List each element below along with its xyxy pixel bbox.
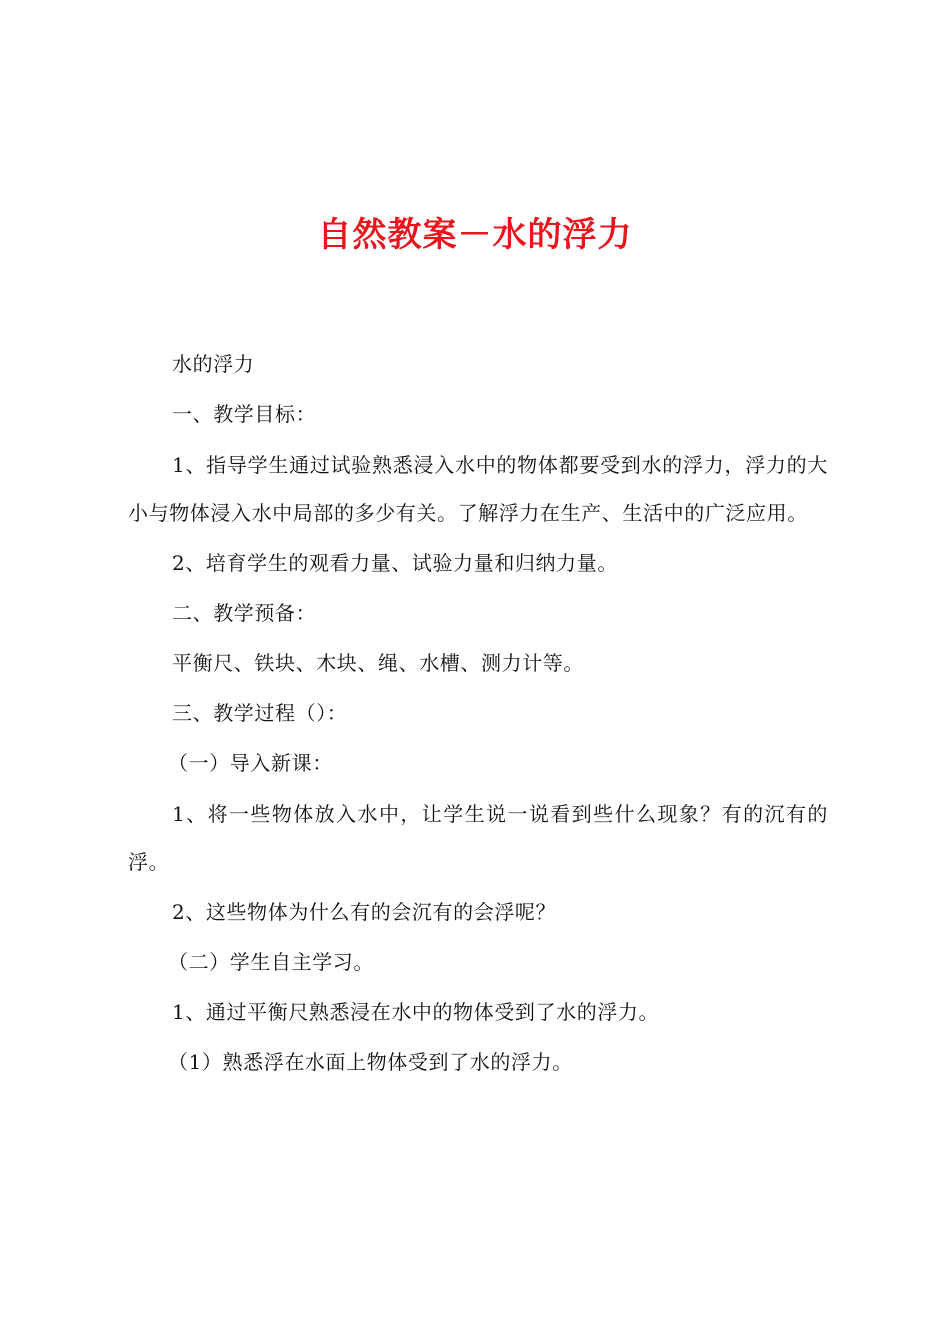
paragraph-section-process: 三、教学过程（）： [172, 701, 348, 725]
paragraph-part-1: （一）导入新课： [168, 751, 333, 775]
document-body [128, 346, 828, 1094]
paragraph-study-substep-1: （1）熟悉浮在水面上物体受到了水的浮力。 [168, 1050, 573, 1074]
paragraph-objective-1: 1、指导学生通过试验熟悉浸入水中的物体都要受到水的浮力，浮力的大小与物体浸入水中局部的多少有关。了解浮力在生产、生活中的广泛应用。 [128, 453, 828, 525]
paragraph-study-step-1: 1、通过平衡尺熟悉浸在水中的物体受到了水的浮力。 [172, 1000, 660, 1024]
paragraph-subtitle: 水的浮力 [172, 352, 255, 376]
paragraph-materials: 平衡尺、铁块、木块、绳、水槽、测力计等。 [172, 651, 584, 675]
paragraph-intro-step-1: 1、将一些物体放入水中，让学生说一说看到些什么现象？有的沉有的浮。 [128, 802, 828, 874]
paragraph-objective-2: 2、培育学生的观看力量、试验力量和归纳力量。 [172, 551, 618, 575]
paragraph-section-preparation: 二、教学预备： [172, 601, 317, 625]
document-title: 自然教案－水的浮力 [317, 215, 633, 255]
paragraph-section-objectives: 一、教学目标： [172, 402, 317, 426]
paragraph-intro-step-2: 2、这些物体为什么有的会沉有的会浮呢？ [172, 900, 557, 924]
paragraph-part-2: （二）学生自主学习。 [168, 950, 374, 974]
